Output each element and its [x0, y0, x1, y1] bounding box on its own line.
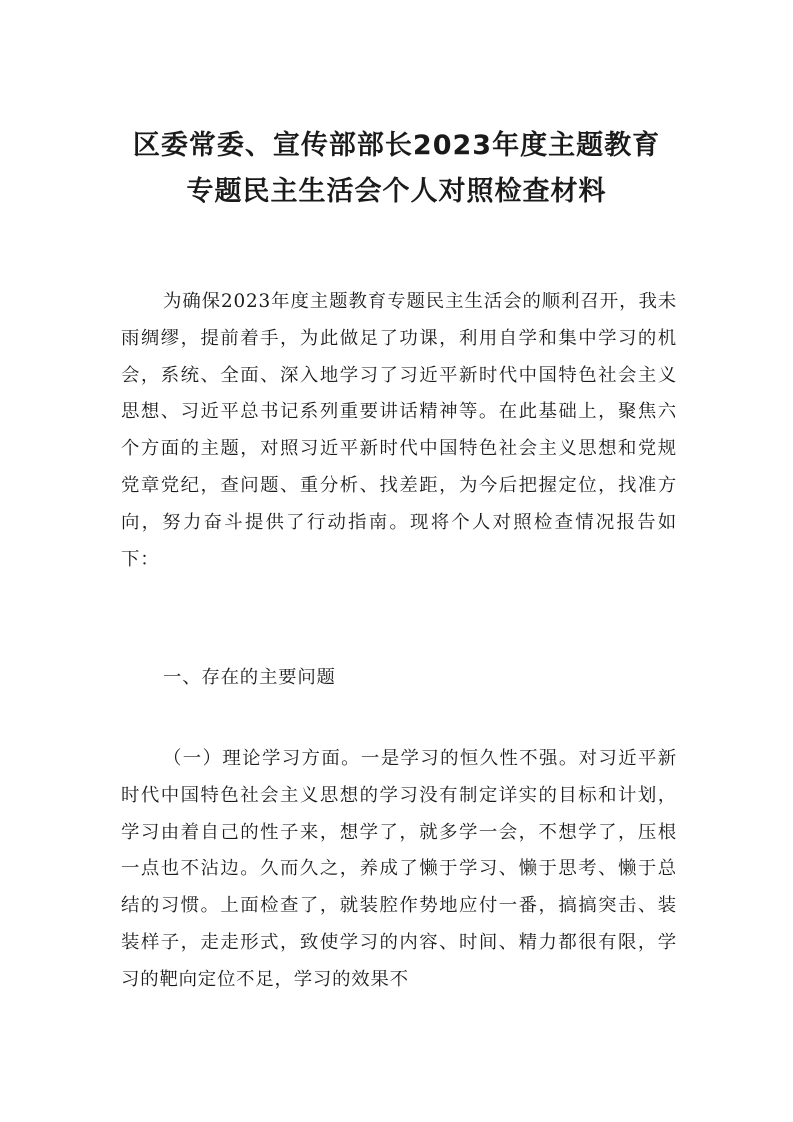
document-title-line-1: 区委常委、宣传部部长2023年度主题教育: [132, 130, 661, 161]
section-heading: 一、存在的主要问题: [163, 667, 336, 688]
document-title-line-2: 专题民主生活会个人对照检查材料: [186, 176, 607, 207]
section-paragraph: （一）理论学习方面。一是学习的恒久性不强。对习近平新时代中国特色社会主义思想的学习没有制定详实的目标和计划，学习由着自己的性子来，想学了，就多学一会，不想学了，压根一点也不沾边。久而久之，养成了懒于学习、懒于思考、懒于总结的习惯。上面检查了，就装腔作势地应付一番，搞搞突击、装装样子，走走形式，致使学习的内容、时间、精力都很有限，学习的靶向定位不足，学习的效果不: [121, 748, 677, 990]
intro-paragraph: 为确保2023年度主题教育专题民主生活会的顺利召开，我未雨绸缪，提前着手，为此做足了功课，利用自学和集中学习的机会，系统、全面、深入地学习了习近平新时代中国特色社会主义思想、习近平总书记系列重要讲话精神等。在此基础上，聚焦六个方面的主题，对照习近平新时代中国特色社会主义思想和党规党章党纪，查问题、重分析、找差距，为今后把握定位，找准方向，努力奋斗提供了行动指南。现将个人对照检查情况报告如下：: [121, 291, 677, 570]
